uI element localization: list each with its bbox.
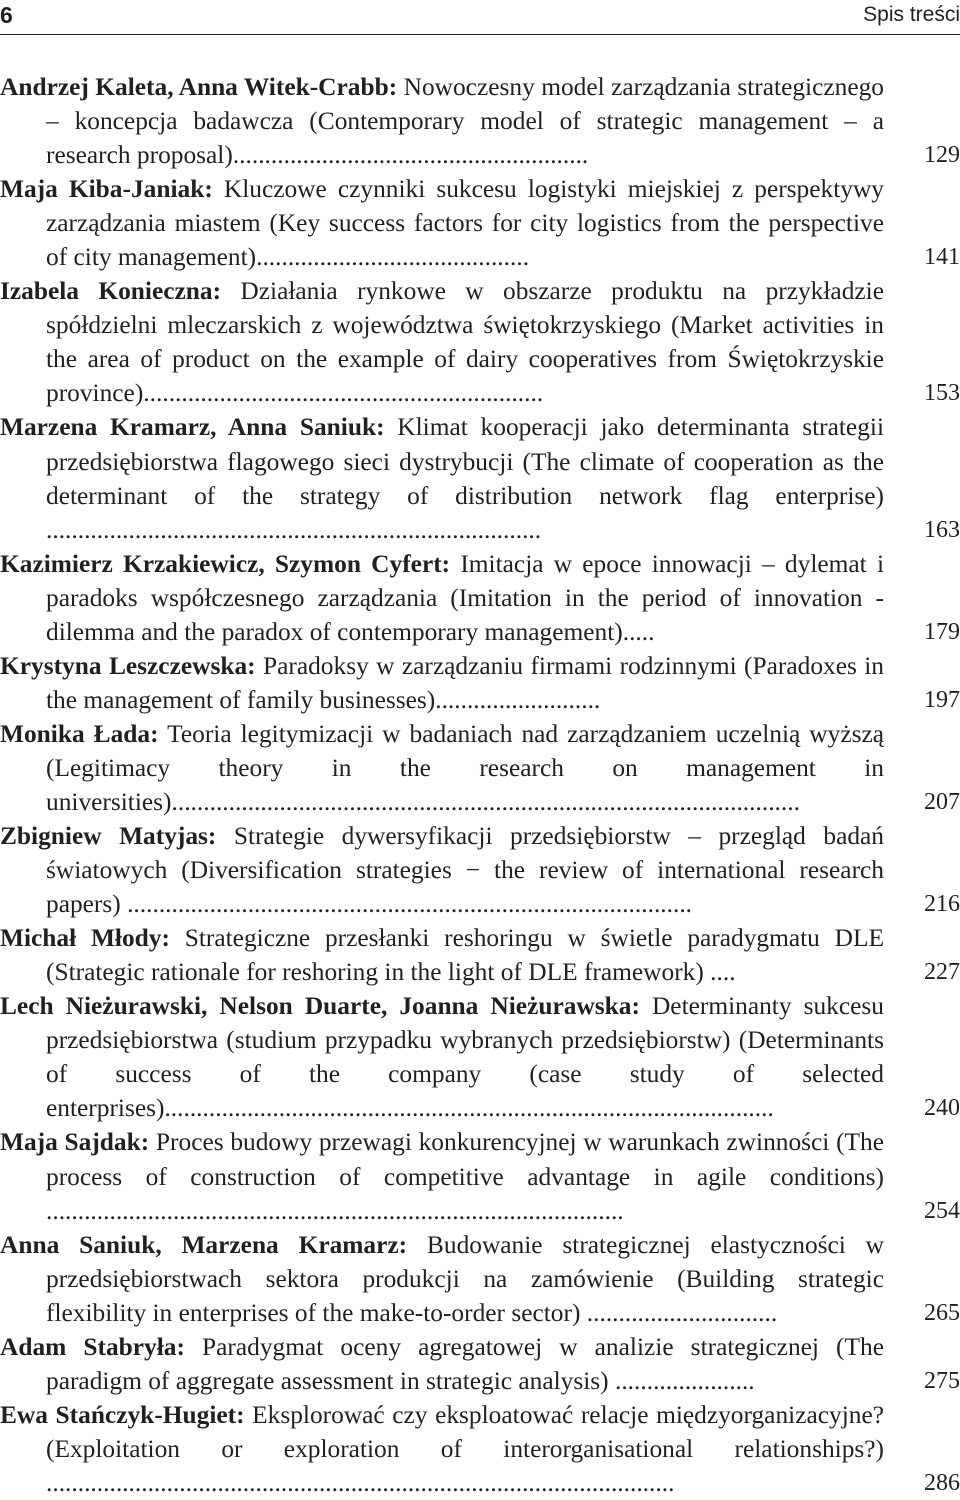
entry-leader-dots: ........................................................: [232, 141, 589, 170]
entry-title: Klimat kooperacji jako determinanta strategii przedsiębiorstwa flagowego sieci dystrybucji (The climate of cooperation as the determinant of the strategy of distribution network flag enterprise): [46, 413, 884, 510]
page-header: [0, 0, 960, 35]
entry-page-number: 197: [924, 686, 960, 713]
entry-authors: Krystyna Leszczewska:: [0, 651, 256, 680]
entry-leader-dots: ..............................: [580, 1298, 778, 1327]
entry-page-number: 216: [924, 891, 960, 918]
toc-entry[interactable]: [0, 717, 960, 819]
entry-leader-dots: ...................................................................................................: [171, 787, 800, 816]
entry-title: Imitacja w epoce innowacji – dylemat i paradoks współczesnego zarządzania (Imitation in the period of innovation - dilemma and the paradox of contemporary management): [46, 549, 884, 646]
entry-title: Eksplorować czy eksploatować relacje międzyorganizacyjne? (Exploitation or exploration of interorganisational relationships?): [46, 1400, 884, 1463]
entry-page-number: 265: [924, 1299, 960, 1326]
page-number: 6: [0, 2, 13, 28]
entry-title: Strategie dywersyfikacji przedsiębiorstw – przegląd badań światowych (Diversification strategies − the review of international research papers): [46, 822, 884, 919]
entry-leader-dots: .........................................................................................: [120, 890, 693, 919]
entry-title: Strategiczne przesłanki reshoringu w świetle paradygmatu DLE (Strategic rationale for reshoring in the light of DLE framework): [46, 924, 884, 987]
entry-page-number: 129: [924, 142, 960, 169]
entry-title: Proces budowy przewagi konkurencyjnej w warunkach zwinności (The process of construction of competitive advantage in agile conditions): [46, 1128, 884, 1191]
running-title: Spis treści: [863, 3, 960, 26]
toc-entry[interactable]: [0, 547, 960, 649]
entry-authors: Andrzej Kaleta, Anna Witek-Crabb:: [0, 73, 398, 101]
entry-leader-dots: ...............................................................: [143, 379, 544, 408]
entry-leader-dots: ..........................: [435, 685, 601, 714]
entry-page-number: 207: [924, 788, 960, 815]
table-of-contents: [0, 70, 960, 1500]
entry-authors: Maja Sajdak:: [0, 1128, 150, 1157]
entry-title: Determinanty sukcesu przedsiębiorstwa (studium przypadku wybranych przedsiębiorstw) (Determinants of success of the company (case study of selected enterprises): [46, 992, 884, 1123]
entry-authors: Adam Stabryła:: [0, 1332, 185, 1361]
toc-entry[interactable]: [0, 70, 960, 172]
entry-leader-dots: ....: [703, 958, 736, 987]
toc-entry[interactable]: [0, 1398, 960, 1500]
entry-authors: Kazimierz Krzakiewicz, Szymon Cyfert:: [0, 549, 451, 578]
entry-title: Nowoczesny model zarządzania strategicznego – koncepcja badawcza (Contemporary model of strategic management – a research proposal): [46, 73, 884, 170]
toc-entry[interactable]: [0, 1228, 960, 1330]
entry-leader-dots: ...........................................................................................: [46, 1196, 624, 1225]
entry-authors: Marzena Kramarz, Anna Saniuk:: [0, 413, 385, 442]
toc-entry[interactable]: [0, 1125, 960, 1227]
entry-page-number: 163: [924, 516, 960, 543]
entry-title: Paradygmat oceny agregatowej w analizie strategicznej (The paradigm of aggregate assessment in strategic analysis): [46, 1332, 884, 1395]
entry-authors: Anna Saniuk, Marzena Kramarz:: [0, 1230, 408, 1259]
entry-page-number: 227: [924, 959, 960, 986]
entry-page-number: 179: [924, 618, 960, 645]
entry-authors: Michał Młody:: [0, 924, 170, 953]
entry-authors: Zbigniew Matyjas:: [0, 822, 217, 851]
entry-leader-dots: ...................................................................................................: [46, 1468, 675, 1497]
toc-entry[interactable]: [0, 410, 960, 546]
entry-page-number: 240: [924, 1095, 960, 1122]
entry-page-number: 254: [924, 1197, 960, 1224]
toc-entry[interactable]: [0, 989, 960, 1125]
toc-entry[interactable]: [0, 172, 960, 274]
entry-page-number: 141: [924, 244, 960, 271]
entry-authors: Izabela Konieczna:: [0, 277, 222, 306]
toc-entry[interactable]: [0, 649, 960, 717]
entry-title: Działania rynkowe w obszarze produktu na przykładzie spółdzielni mleczarskich z województwa świętokrzyskiego (Market activities in the area of product on the example of dairy cooperatives from Świętokrzyskie province): [46, 277, 884, 408]
entry-title: Budowanie strategicznej elastyczności w przedsiębiorstwach sektora produkcji na zamówienie (Building strategic flexibility in enterprises of the make-to-order sector): [46, 1230, 884, 1327]
toc-entry[interactable]: [0, 921, 960, 989]
entry-leader-dots: ..............................................................................: [46, 515, 542, 544]
toc-entry[interactable]: [0, 819, 960, 921]
entry-leader-dots: ...........................................: [256, 243, 530, 272]
entry-page-number: 275: [924, 1367, 960, 1394]
entry-authors: Maja Kiba-Janiak:: [0, 175, 213, 204]
toc-entry[interactable]: [0, 274, 960, 410]
entry-leader-dots: .....: [622, 617, 655, 646]
entry-authors: Lech Nieżurawski, Nelson Duarte, Joanna Nieżurawska:: [0, 992, 640, 1021]
entry-leader-dots: ......................: [608, 1366, 755, 1395]
entry-title: Paradoksy w zarządzaniu firmami rodzinnymi (Paradoxes in the management of family businesses): [46, 651, 884, 714]
toc-entry[interactable]: [0, 1330, 960, 1398]
entry-authors: Monika Łada:: [0, 719, 159, 748]
entry-title: Kluczowe czynniki sukcesu logistyki miejskiej z perspektywy zarządzania miastem (Key success factors for city logistics from the perspective of city management): [46, 175, 884, 272]
entry-leader-dots: ................................................................................................: [164, 1094, 774, 1123]
entry-page-number: 153: [924, 380, 960, 407]
entry-authors: Ewa Stańczyk-Hugiet:: [0, 1400, 245, 1429]
entry-title: Teoria legitymizacji w badaniach nad zarządzaniem uczelnią wyższą (Legitimacy theory in the research on management in universities): [46, 719, 885, 816]
entry-page-number: 286: [924, 1469, 960, 1496]
